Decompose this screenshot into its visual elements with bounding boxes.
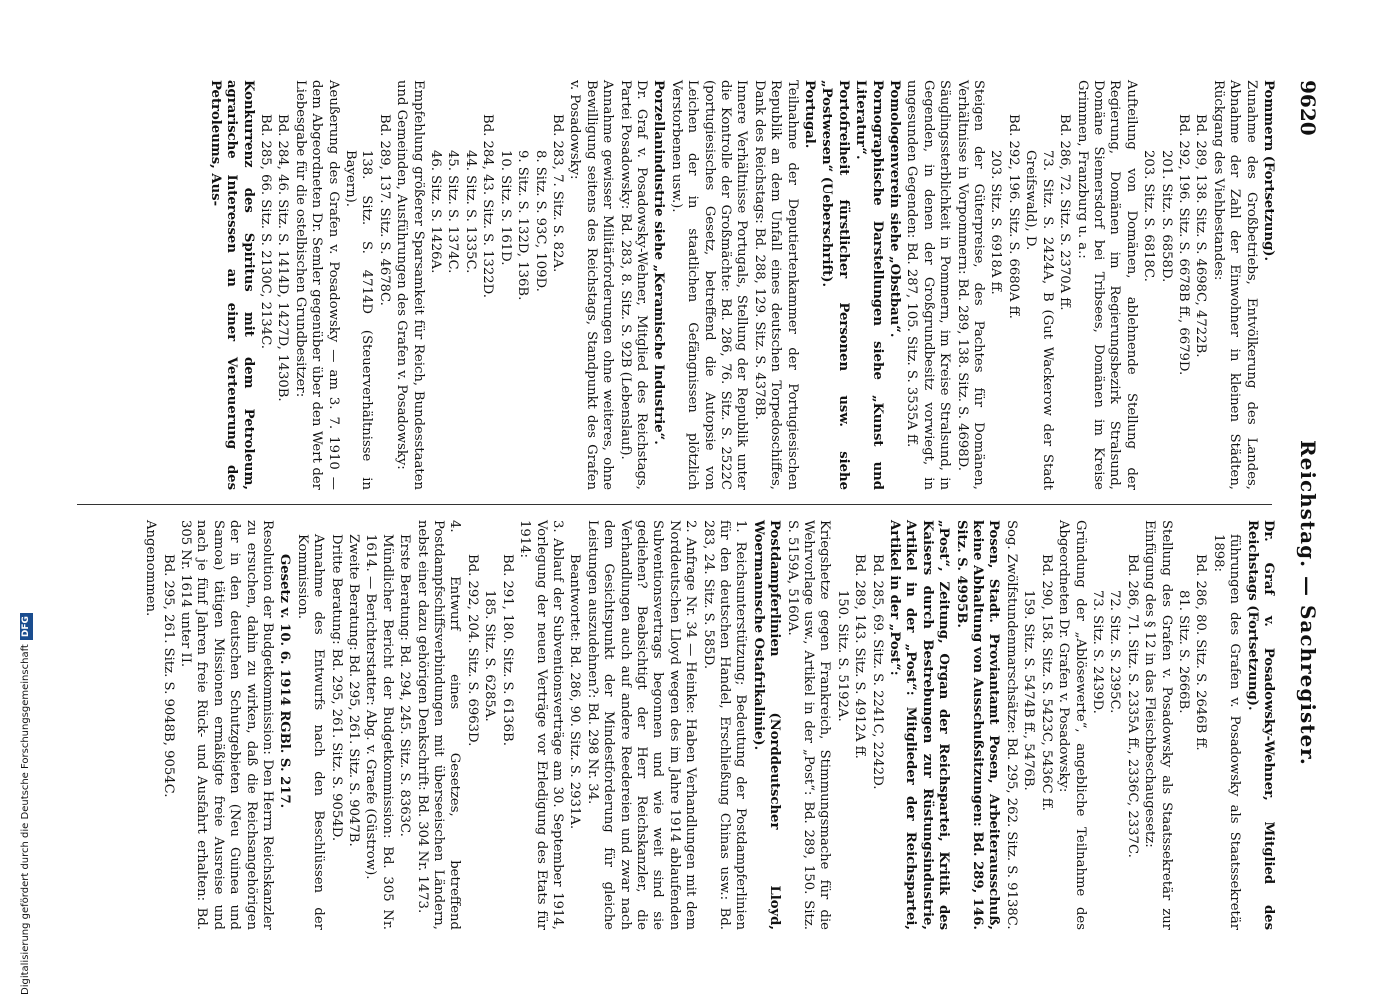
register-entry: 3. Ablauf der Subventionsverträge am 30. September 1914, Vorlegung der neuen Verträge vor Erledigung des Etats für 1914: bbox=[517, 520, 565, 930]
register-entry: 10. Sitz. S. 161D. bbox=[497, 150, 513, 266]
page-header bbox=[1288, 80, 1320, 940]
register-entry: Bd. 291, 180. Sitz. S. 6136B. bbox=[499, 554, 515, 746]
register-entry: 4. Entwurf eines Gesetzes, betreffend Postdampfschiffsverbindungen mit überseeischen Ländern, nebst einer dazu gehörigen Denkschrift: Bd. 304 Nr. 1473. bbox=[414, 520, 463, 930]
register-entry: Stellung des Grafen v. Posadowsky als Staatssekretär zur Einfügung des § 12 in das Fleischbeschaugesetz: bbox=[1142, 520, 1174, 930]
register-entry: Konkurrenz des Spiritus mit dem Petroleum, agrarische Interessen an einer Verteuerung des Petroleums, Aus- bbox=[207, 80, 256, 490]
register-entry: Bd. 295, 261. Sitz. S. 9048B, 9054C. bbox=[160, 554, 176, 798]
register-entry: Bd. 284, 46. Sitz. S. 1414D, 1427D, 1430B. bbox=[275, 114, 291, 402]
register-entry: 46. Sitz. S. 1426A. bbox=[428, 150, 444, 274]
register-entry: Porzellanindustrie siehe „Keramische Industrie“. bbox=[651, 80, 667, 445]
page-number: 9620 bbox=[1296, 80, 1320, 136]
register-entry: 203. Sitz. S. 6918A ff. bbox=[988, 150, 1004, 295]
register-entry: Pomologenverein siehe „Obstbau“. bbox=[887, 80, 903, 338]
register-entry: 150. Sitz. S. 5192A. bbox=[834, 590, 850, 722]
register-entry: Aufteilung von Domänen, ablehnende Stellung der Regierung, Domänen im Regierungsbezirk Stralsund, Domäne Siemersdorf bei Tribsees, Domänen im Kreise Grimmen, Franzburg u. a.: bbox=[1074, 80, 1139, 490]
register-entry: 201. Sitz. S. 6858D. bbox=[1158, 150, 1174, 283]
register-entry: Aeußerung des Grafen v. Posadowsky — am 3. 7. 1910 — dem Abgeordneten Dr. Semler gegenüber über den Wert der Liebesgabe für die ostelbischen Grundbesitzer: bbox=[292, 80, 341, 490]
register-entry: Gesetz v. 10. 6. 1914 RGBl. S. 217. bbox=[277, 554, 293, 809]
register-entry: Mündlicher Bericht der Budgetkommission: Bd. 305 Nr. 1614. — Berichterstatter: Abg. v. Graefe (Güstrow). bbox=[363, 534, 395, 930]
right-column bbox=[141, 520, 1276, 930]
register-entry: Annahme gewisser Militärforderungen ohne weiteres, ohne Bewilligung seitens des Reichstags, Standpunkt des Grafen v. Posadowsky: bbox=[567, 80, 616, 490]
register-entry: 81. Sitz. S. 2666B. bbox=[1175, 590, 1191, 714]
digitization-credit bbox=[18, 0, 34, 995]
credit-text: Digitalisierung gefördert durch die Deutsche Forschungsgemeinschaft bbox=[20, 644, 31, 995]
register-entry: Postdampferlinien (Norddeutscher Lloyd, Woermannsche Ostafrikalinie). bbox=[750, 520, 783, 930]
register-entry: Empfehlung größerer Sparsamkeit für Reich, Bundesstaaten und Gemeinden, Ausführungen des Grafen v. Posadowsky: bbox=[394, 80, 426, 490]
register-entry: 185. Sitz. S. 6285A. bbox=[482, 590, 498, 722]
register-entry: Bd. 286, 71. Sitz. S. 2335A ff., 2336C, 2337C. bbox=[1124, 554, 1140, 858]
dfg-logo: DFG bbox=[20, 613, 33, 640]
register-entry: 44. Sitz. S. 1335C. bbox=[462, 150, 478, 274]
register-entry: 9. Sitz. S. 132D, 136B. bbox=[515, 150, 531, 301]
register-entry: 1. Reichsunterstützung; Bedeutung der Postdampferlinien für den deutschen Handel, Erschließung Chinas usw.: Bd. 283, 24. Sitz. S. 585D. bbox=[700, 520, 749, 930]
register-entry: Bd. 285, 69. Sitz. S. 2241C, 2242D. bbox=[869, 554, 885, 790]
register-entry: 73. Sitz. S. 2439D. bbox=[1089, 590, 1105, 714]
register-entry: Bd. 286, 80. Sitz. S. 2646B ff. bbox=[1193, 554, 1209, 751]
register-entry: Resolution der Budgetkommission: Den Herrn Reichskanzler zu ersuchen, dahin zu wirken, daß die Reichsangehörigen der in den deutschen Schutzgebieten (Neu Guinea und Samoa) tätigen Missionen ermäßigte freie Ausreise und nach je fünf Jahren freie Rück- und Ausfahrt erhalten: Bd. 305 Nr. 1614 unter II. bbox=[178, 520, 276, 930]
register-entry: 159. Sitz. S. 5474B ff., 5476B. bbox=[1021, 590, 1037, 791]
register-entry: Dr. Graf v. Posadowsky-Wehner, Mitglied des Reichstags (Fortsetzung). bbox=[1244, 520, 1276, 930]
register-entry: Bd. 289, 143. Sitz. S. 4912A ff. bbox=[852, 554, 868, 759]
register-entry: Bd. 290, 158. Sitz. S. 5423C, 5436C ff. bbox=[1038, 554, 1054, 811]
register-entry: Pommern (Fortsetzung). bbox=[1261, 80, 1276, 262]
register-entry: 72. Sitz. S. 2395C. bbox=[1107, 590, 1123, 714]
register-entry: Innere Verhältnisse Portugals, Stellung der Republik unter die Kontrolle der Großmächte: Bd. 286, 76. Sitz. S. 2522C (portugiesisches Gesetz, betreffend die Autopsie von Leichen der in staatlichen Gefängnissen plötzlich Verstorbenen usw.). bbox=[668, 80, 750, 490]
register-entry: 73. Sitz. S. 2424A, B (Gut Wackerow der Stadt Greifswald), D. bbox=[1023, 150, 1055, 490]
register-entry: Posen, Stadt. Proviantamt Posen, Arbeiterausschuß, keine Abhaltung von Ausschußsitzungen: Bd. 289, 146. Sitz. S. 4995B. bbox=[953, 520, 1002, 930]
register-entry: Angenommen. bbox=[143, 520, 159, 617]
register-entry: Portugal. bbox=[802, 80, 818, 149]
running-head: Reichstag. — Sachregister. bbox=[1296, 440, 1320, 766]
register-entry: Bd. 285, 66. Sitz. S. 2130C, 2134C. bbox=[258, 114, 274, 350]
register-entry: Bd. 292, 196. Sitz. S. 6678B ff., 6679D. bbox=[1175, 114, 1191, 376]
register-entry: Dritte Beratung: Bd. 295, 261. Sitz. S. 9054D. bbox=[328, 534, 344, 842]
register-entry: führungen des Grafen v. Posadowsky als Staatssekretär 1898: bbox=[1210, 534, 1243, 930]
register-entry: Säuglingssterblichkeit in Pommern, im Kreise Stralsund, in Gegenden, in denen der Großgrundbesitz vorwiegt, in ungesunden Gegenden: Bd. 287, 105. Sitz. S. 3535A ff. bbox=[904, 80, 953, 490]
register-entry: Bd. 292, 196. Sitz. S. 6680A ff. bbox=[1005, 114, 1021, 319]
register-entry: 8. Sitz. S. 93C, 109D. bbox=[532, 150, 548, 292]
register-entry: Bd. 283, 7. Sitz. S. 82A. bbox=[549, 114, 565, 273]
register-entry: Beantwortet: Bd. 286, 90. Sitz. S. 2931A. bbox=[567, 554, 583, 830]
register-entry: Bd. 289, 137. Sitz. S. 4678C. bbox=[376, 114, 392, 306]
left-column bbox=[205, 80, 1276, 490]
rotated-register-page bbox=[65, 80, 1320, 940]
register-entry: Sog. Zwölfstundenmarschsätze: Bd. 295, 262. Sitz. S. 9138C. bbox=[1003, 520, 1019, 930]
register-entry: Teilnahme der Deputiertenkammer der Portugiesischen Republik an dem Unfall eines deutschen Torpedoschiffes, Dank des Reichstags: Bd. 288, 129. Sitz. S. 4378B. bbox=[751, 80, 800, 490]
column-divider bbox=[77, 504, 1272, 505]
register-entry: Bd. 292, 204. Sitz. S. 6963D. bbox=[464, 554, 480, 747]
register-entry: Portofreiheit fürstlicher Personen usw. siehe „Postwesen“ (Ueberschrift). bbox=[819, 80, 851, 490]
register-entry: Erste Beratung: Bd. 294, 245. Sitz. S. 8363C. bbox=[397, 534, 413, 837]
register-entry: 203. Sitz. S. 6818C. bbox=[1141, 150, 1157, 282]
register-entry: Gründung der „Ablösewerte“, angebliche Teilnahme des Abgeordneten Dr. Grafen v. Posadowsky: bbox=[1056, 520, 1088, 930]
register-entry: 138. Sitz. S. 4714D (Steuerverhältnisse in Bayern). bbox=[343, 150, 375, 490]
register-entry: Bd. 289, 138. Sitz. S. 4698C, 4722B. bbox=[1193, 114, 1209, 358]
register-entry: Kriegshetze gegen Frankreich, Stimmungsmache für die Wehrvorlage usw., Artikel in der „Post“: Bd. 289, 150. Sitz. S. 5159A, 5160A. bbox=[784, 520, 833, 930]
register-entry: Annahme des Entwurfs nach den Beschlüssen der Kommission. bbox=[294, 534, 327, 930]
register-entry: „Post“, Zeitung, Organ der Reichspartei, Kritik des Kaisers durch Bestrebungen zur Rüstungsindustrie, Artikel in der „Post“: Mitglieder der Reichspartei, Artikel in der „Post“: bbox=[887, 520, 952, 930]
register-entry: Zunahme des Großbetriebs, Entvölkerung des Landes, Abnahme der Zahl der Einwohner in kleinen Städten, Rückgang des Viehbestandes: bbox=[1210, 80, 1259, 490]
register-entry: 2. Anfrage Nr. 34 — Heinke: Haben Verhandlungen mit dem Norddeutschen Lloyd wegen des im Jahre 1914 ablaufenden Subventionsvertrags begonnen und wie weit sind sie gediehen? Beabsichtigt der Herr Reichskanzler, die Verhandlungen auch auf andere Reedereien und zwar nach dem Gesichtspunkt der Mindestforderung für gleiche Leistungen auszudehnen?: Bd. 298 Nr. 34. bbox=[584, 520, 699, 930]
register-entry: Pornographische Darstellungen siehe „Kunst und Literatur“. bbox=[853, 80, 885, 490]
register-entry: Dr. Graf v. Posadowsky-Wehner, Mitglied des Reichstags, Partei Posadowsky: Bd. 283, 8. Sitz. S. 92B (Lebenslauf). bbox=[617, 80, 649, 490]
register-entry: Steigen der Güterpreise, des Pachtes für Domänen, Verhältnisse in Vorpommern: Bd. 289, 138. Sitz. S. 4698D. bbox=[954, 80, 987, 490]
register-entry: Bd. 284, 43. Sitz. S. 1322D. bbox=[480, 114, 496, 298]
register-entry: Zweite Beratung: Bd. 295, 261. Sitz. S. 9047B. bbox=[346, 534, 362, 847]
register-entry: 45. Sitz. S. 1374C. bbox=[445, 150, 461, 274]
register-entry: Bd. 286, 72. Sitz. S. 2370A ff. bbox=[1057, 114, 1073, 311]
